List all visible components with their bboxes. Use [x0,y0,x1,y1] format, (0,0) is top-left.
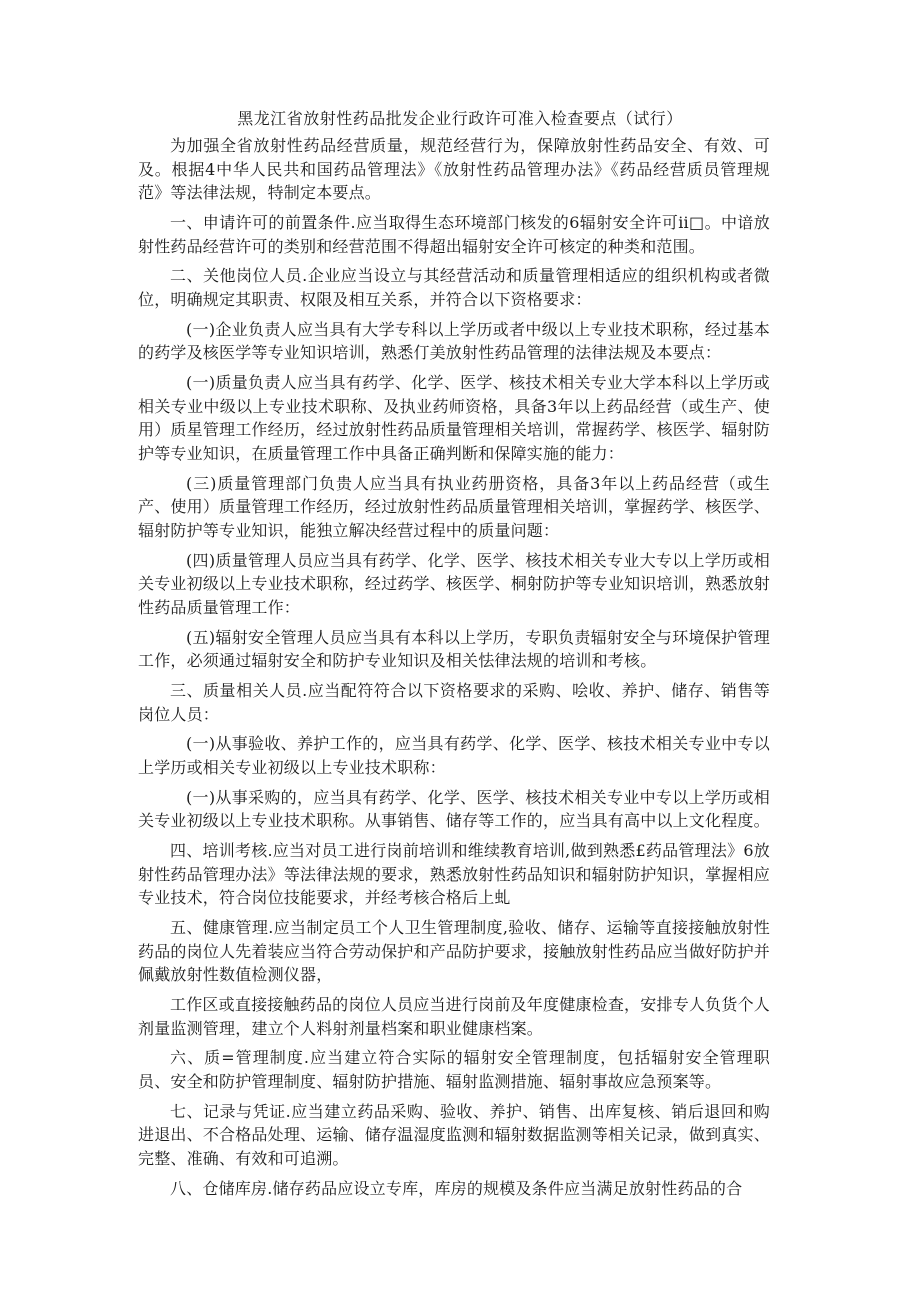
paragraph: 一、申请许可的前置条件.应当取得生态环境部门核发的6辐射安全许可ii□。中谙放射性药品经营许可的类别和经营范围不得超出辐射安全许可核定的种类和范围。 [138,212,770,256]
paragraph: 四、培训考核.应当对员工进行岗前培训和维续教育培训,做到熟悉£药品管理法》6放射性药品管理办法》等法律法规的要求，熟悉放射性药品知识和辐射防护知识，掌握相应专业技术，符合岗位技能要求，并经考核合格后上虬 [138,841,770,908]
document-body [138,134,770,1207]
paragraph: (五)辐射安全管理人员应当具有本科以上学历，专职负责辐射安全与环境保护管理工作，必须通过辐射安全和防护专业知识及相关怯律法规的培训和考核。 [138,627,770,671]
paragraph: (一)质量负责人应当具有药学、化学、医学、核技术相关专业大学本科以上学历或相关专业中级以上专业技术职称、及执业药师资格，具备3年以上药品经营（或生产、使用）质星管理工作经历，经过放射性药品质量管理相关培训，常握药学、核医学、辐射防护等专业知识，在质量管理工作中具备正确判断和保障实施的能力： [138,373,770,463]
paragraph: (四)质量管理人员应当具有药学、化学、医学、核技术相关专业大专以上学历或相关专业初级以上专业技术职称，经过药学、核医学、桐射防护等专业知识培训，熟悉放射性药品质量管理工作： [138,550,770,617]
paragraph: (三)质量管理部门负贵人应当具有执业药册资格，具备3年以上药品经营（或生产、使用）质量管理工作经历，经过放射性药品质量管理相关培训，掌握药学、核医学、辐射防护等专业知识，能独立解决经营过程中的质量问题： [138,473,770,540]
paragraph: (一)从事采购的，应当具有药学、化学、医学、核技术相关专业中专以上学历或相关专业初级以上专业技术职称。从事销售、储存等工作的，应当具有高中以上文化程度。 [138,787,770,831]
paragraph: 二、关他岗位人员.企业应当设立与其经营活动和质量管理相适应的组织机构或者微位，明确规定其职责、权限及相互关系，并符合以下资格要求： [138,266,770,309]
paragraph: 工作区或直接接触药品的岗位人员应当进行岗前及年度健康检查，安排专人负货个人剂量监测管理，建立个人料射剂量档案和职业健康档案。 [138,995,770,1038]
paragraph: (一)企业负责人应当具有大学专科以上学历或者中级以上专业技术职称，经过基本的药学及核医学等专业知识培训，熟悉仃美放射性药品管理的法律法规及本要点： [138,319,770,363]
paragraph: 八、仓储库房.储存药品应设立专库，库房的规模及条件应当满足放射性药品的合 [170,1178,743,1198]
paragraph: 六、质=管理制度.应当建立符合实际的辐射安全管理制度，包括辐射安全管理职员、安全和防护管理制度、辐射防护措施、辐射监测措施、辐射事故应急预案等。 [138,1048,770,1091]
paragraph: 五、健康管理.应当制定员工个人卫生管理制度,验收、储存、运输等直接接触放射性药品的岗位人先着装应当符合劳动保护和产品防护要求，接触放射性药品应当做好防护并佩戴放射性数值检测仪器， [138,918,770,985]
paragraph: 三、质量相关人员.应当配符符合以下资格要求的采购、哙收、养护、储存、销售等岗位人员： [138,680,770,724]
paragraph: 七、记录与凭证.应当建立药品采购、验收、养护、销售、出库复核、销后退回和购进退出、不合格品处理、运输、储存温湿度监测和辐射数据监测等相关记录，做到真实、完整、准确、有效和可追溯。 [138,1101,770,1168]
paragraph: 为加强全省放射性药品经营质量，规范经营行为，保障放射性药品安全、有效、可及。根据4中华人民共和国药品管理法》《放射性药品管理办法》《药品经营质员管理规范》等法律法规，特制定本要点。 [138,136,770,203]
document-title: 黑龙江省放射性药品批发企业行政许可准入检查要点（试行） [237,109,683,128]
paragraph: (一)从事验收、养护工作的，应当具有药学、化学、医学、核技术相关专业中专以上学历或相关专业初级以上专业技术职称： [138,734,770,777]
